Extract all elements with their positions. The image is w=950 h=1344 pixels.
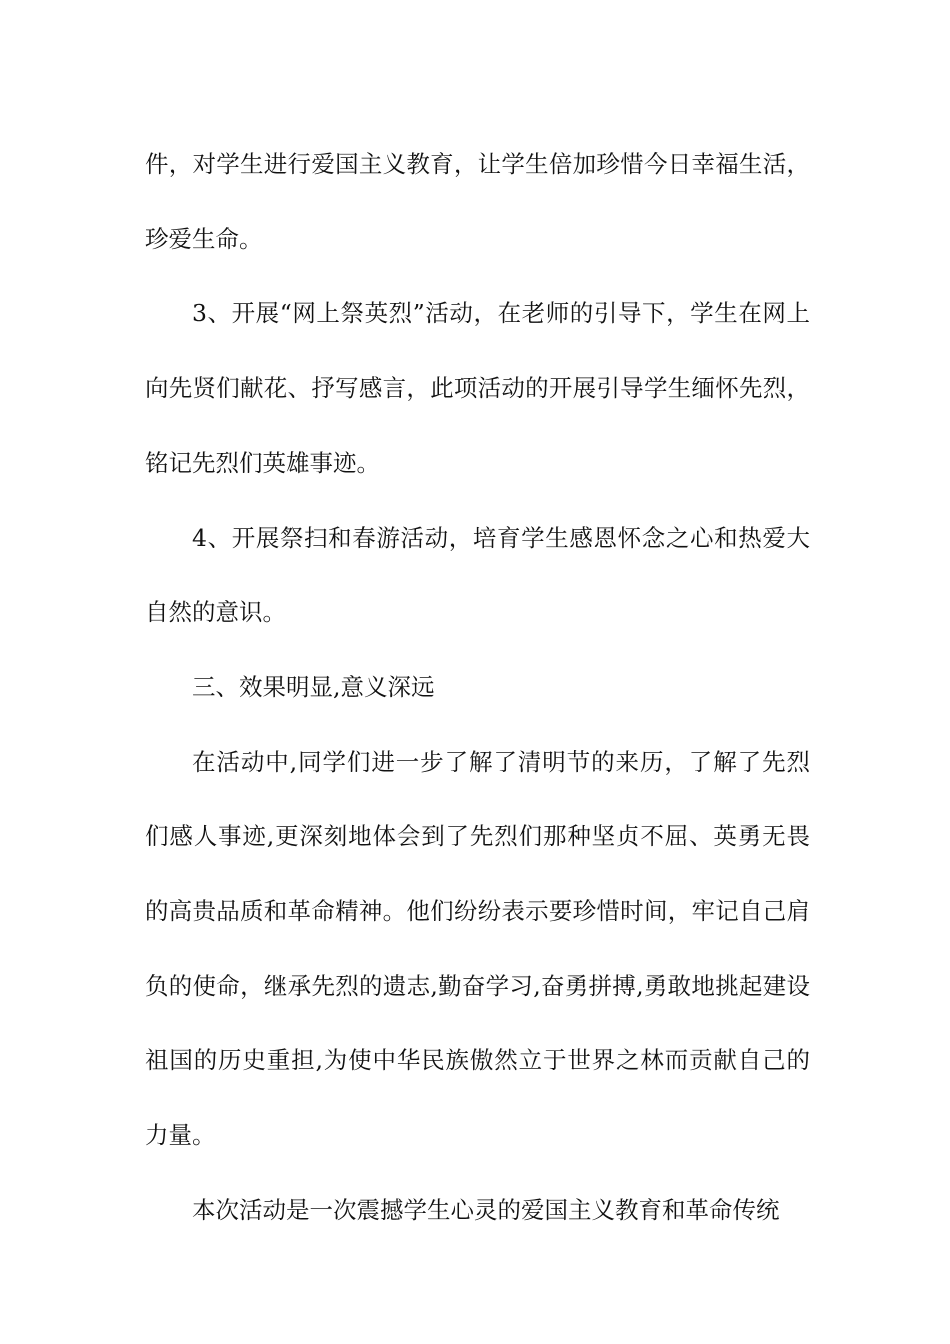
- section-heading: 三、效果明显,意义深远: [192, 672, 435, 701]
- paragraph-1: 件，对学生进行爱国主义教育，让学生倍加珍惜今日幸福生活，珍爱生命。: [145, 150, 810, 253]
- document-body: [145, 127, 810, 1248]
- paragraph-2: 3、开展“网上祭英烈”活动，在老师的引导下，学生在网上向先贤们献花、抒写感言，此项活动的开展引导学生缅怀先烈，铭记先烈们英雄事迹。: [145, 299, 810, 477]
- paragraph-3: 4、开展祭扫和春游活动，培育学生感恩怀念之心和热爱大自然的意识。: [145, 523, 810, 627]
- paragraph-6: 本次活动是一次震撼学生心灵的爱国主义教育和革命传统: [192, 1195, 780, 1224]
- paragraph-5: 在活动中,同学们进一步了解了清明节的来历，了解了先烈们感人事迹,更深刻地体会到了先烈们那种坚贞不屈、英勇无畏的高贵品质和革命精神。他们纷纷表示要珍惜时间，牢记自己肩负的使命，继承先烈的遗志,勤奋学习,奋勇拼搏,勇敢地挑起建设祖国的历史重担,为使中华民族傲然立于世界之林而贡献自己的力量。: [145, 747, 810, 1150]
